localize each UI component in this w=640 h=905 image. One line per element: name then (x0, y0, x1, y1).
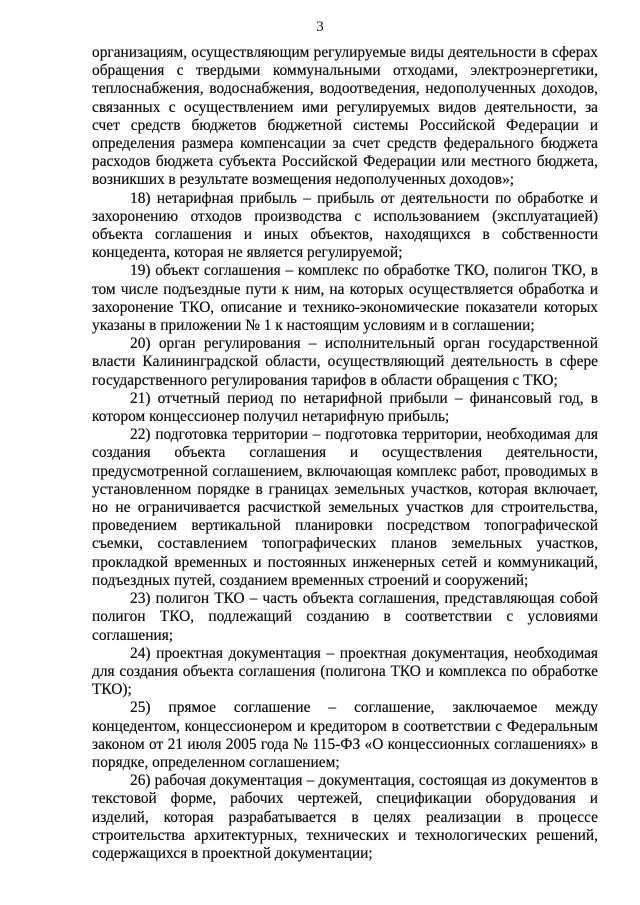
document-body (92, 44, 598, 863)
paragraph-item-24: 24) проектная документация – проектная документация, необходимая для создания объекта соглашения (полигона ТКО и комплекса по обработке ТКО); (92, 644, 598, 699)
paragraph-item-19: 19) объект соглашения – комплекс по обработке ТКО, полигон ТКО, в том числе подъездные пути к ним, на которых осуществляется обработка и захоронение ТКО, описание и технико-экономические показатели которых указаны в приложении № 1 к настоящим условиям и в соглашении; (92, 262, 598, 335)
paragraph-item-22: 22) подготовка территории – подготовка территории, необходимая для создания объекта соглашения и осуществления деятельности, предусмотренной соглашением, включающая комплекс работ, проводимых в установленном порядке в границах земельных участков, которая включает, но не ограничивается расчисткой земельных участков для строительства, проведением вертикальной планировки посредством топографической съемки, составлением топографических планов земельных участков, прокладкой временных и постоянных инженерных сетей и коммуникаций, подъездных путей, созданием временных строений и сооружений; (92, 426, 598, 589)
paragraph-item-20: 20) орган регулирования – исполнительный орган государственной власти Калининградской области, осуществляющий деятельность в сфере государственного регулирования тарифов в области обращения с ТКО; (92, 335, 598, 389)
paragraph-item-21: 21) отчетный период по нетарифной прибыли – финансовый год, в котором концессионер получил нетарифную прибыль; (92, 389, 598, 426)
paragraph-item-25: 25) прямое соглашение – соглашение, заключаемое между концедентом, концессионером и кредитором в соответствии с Федеральным законом от 21 июля 2005 года № 115-ФЗ «О концессионных соглашениях» в порядке, определенном соглашением; (92, 699, 598, 771)
paragraph-item-26: 26) рабочая документация – документация, состоящая из документов в текстовой форме, рабочих чертежей, спецификации оборудования и изделий, которая разрабатывается в целях реализации в процессе строительства архитектурных, технических и технологических решений, содержащихся в проектной документации; (92, 772, 598, 862)
paragraph-continuation: организациям, осуществляющим регулируемые виды деятельности в сферах обращения с твердыми коммунальными отходами, электроэнергетики, теплоснабжения, водоснабжения, водоотведения, недополученных доходов, связанных с осуществлением ими регулируемых видов деятельности, за счет средств бюджетов бюджетной системы Российской Федерации и определения размера компенсации за счет средств федерального бюджета расходов бюджета субъекта Российской Федерации или местного бюджета, возникших в результате возмещения недополученных доходов»; (92, 44, 598, 189)
page-number: 3 (316, 19, 324, 35)
paragraph-item-23: 23) полигон ТКО – часть объекта соглашения, представляющая собой полигон ТКО, подлежащий созданию в соответствии с условиями соглашения; (92, 590, 598, 644)
paragraph-item-18: 18) нетарифная прибыль – прибыль от деятельности по обработке и захоронению отходов производства с использованием (эксплуатацией) объекта соглашения и иных объектов, находящихся в собственности концедента, которая не является регулируемой; (92, 189, 598, 262)
